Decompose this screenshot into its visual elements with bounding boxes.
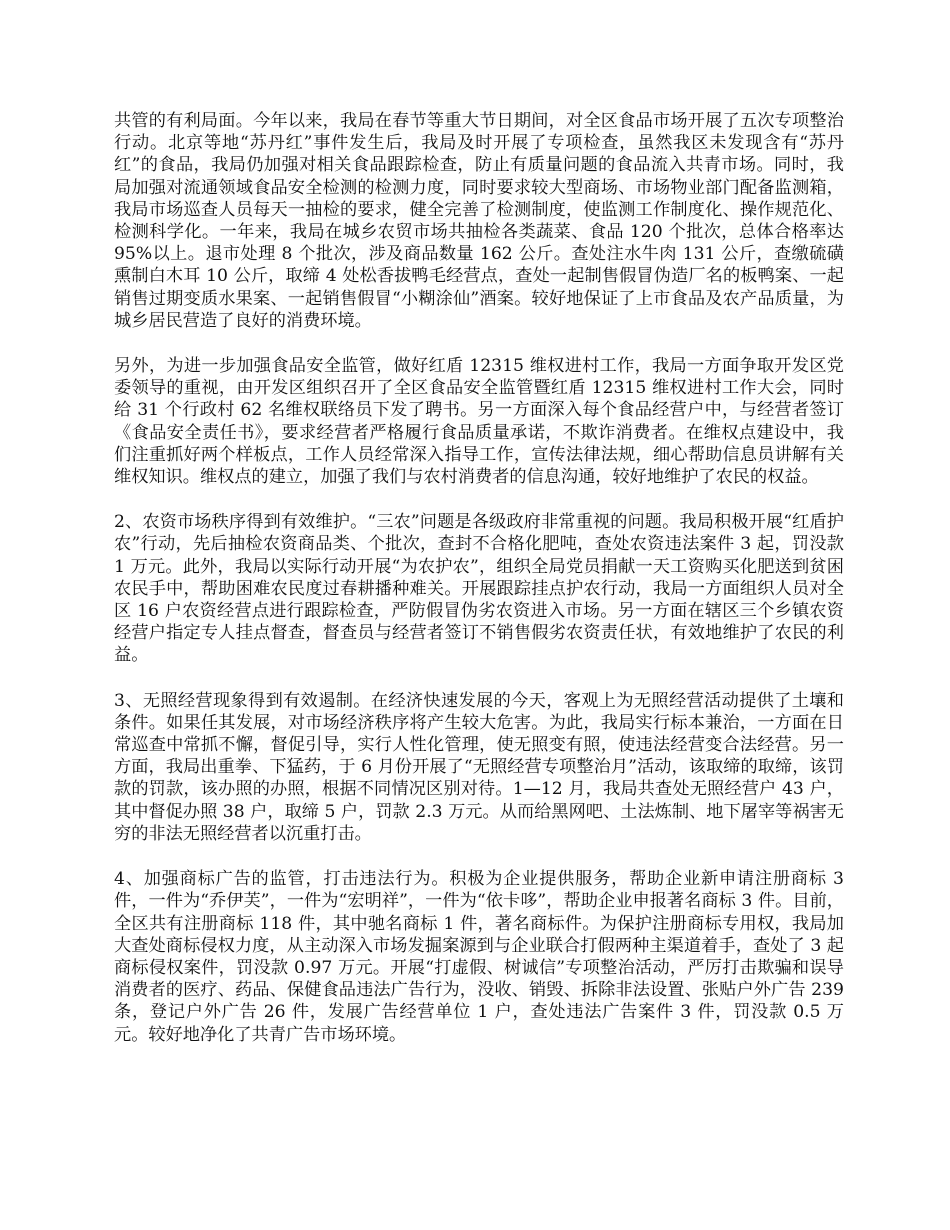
paragraph-unlicensed-business: 3、无照经营现象得到有效遏制。在经济快速发展的今天，客观上为无照经营活动提供了土壤和条件。如果任其发展，对市场经济秩序将产生较大危害。为此，我局实行标本兼治，一方面在日常巡查中常抓不懈，督促引导，实行人性化管理，使无照变有照，使违法经营变合法经营。另一方面，我局出重拳、下猛药，于 6 月份开展了“无照经营专项整治月”活动，该取缔的取缔，该罚款的罚款，该办照的办照，根据不同情况区别对待。1—12 月，我局共查处无照经营户 43 户，其中督促办照 38 户，取缔 5 户，罚款 2.3 万元。从而给黑网吧、土法炼制、地下屠宰等祸害无穷的非法无照经营者以沉重打击。 [114,690,844,844]
paragraph-trademark-advertising: 4、加强商标广告的监管，打击违法行为。积极为企业提供服务，帮助企业新申请注册商标 3 件，一件为“乔伊芙”，一件为“宏明祥”，一件为“依卡哆”，帮助企业申报著名商标 3 件。目前，全区共有注册商标 118 件，其中驰名商标 1 件，著名商标件。为保护注册商标专用权，我局加大查处商标侵权力度，从主动深入市场发掘案源到与企业联合打假两种主渠道着手，查处了 3 起商标侵权案件，罚没款 0.97 万元。开展“打虚假、树诚信”专项整治活动，严厉打击欺骗和误导消费者的医疗、药品、保健食品违法广告行为，没收、销毁、拆除非法设置、张贴户外广告 239 条，登记户外广告 26 件，发展广告经营单位 1 户，查处违法广告案件 3 件，罚没款 0.5 万元。较好地净化了共青广告市场环境。 [114,869,844,1045]
paragraph-food-safety-inspection: 共管的有利局面。今年以来，我局在春节等重大节日期间，对全区食品市场开展了五次专项整治行动。北京等地“苏丹红”事件发生后，我局及时开展了专项检查，虽然我区未发现含有“苏丹红”的食品，我局仍加强对相关食品跟踪检查，防止有质量问题的食品流入共青市场。同时，我局加强对流通领域食品安全检测的检测力度，同时要求较大型商场、市场物业部门配备监测箱，我局市场巡查人员每天一抽检的要求，健全完善了检测制度，使监测工作制度化、操作规范化、检测科学化。一年来，我局在城乡农贸市场共抽检各类蔬菜、食品 120 个批次，总体合格率达 95%以上。退市处理 8 个批次，涉及商品数量 162 公斤。查处注水牛肉 131 公斤，查缴硫磺熏制白木耳 10 公斤，取缔 4 处松香拔鸭毛经营点，查处一起制售假冒伪造厂名的板鸭案、一起销售过期变质水果案、一起销售假冒“小糊涂仙”酒案。较好地保证了上市食品及农产品质量，为城乡居民营造了良好的消费环境。 [114,111,844,331]
document-body [114,110,844,1069]
paragraph-rights-protection-villages: 另外，为进一步加强食品安全监管，做好红盾 12315 维权进村工作，我局一方面争取开发区党委领导的重视，由开发区组织召开了全区食品安全监管暨红盾 12315 维权进村工作大会，同时给 31 个行政村 62 名维权联络员下发了聘书。另一方面深入每个食品经营户中，与经营者签订《食品安全责任书》，要求经营者严格履行食品质量承诺，不欺诈消费者。在维权点建设中，我们注重抓好两个样板点，工作人员经常深入指导工作，宣传法律法规，细心帮助信息员讲解有关维权知识。维权点的建立，加强了我们与农村消费者的信息沟通，较好地维护了农民的权益。 [114,356,844,488]
paragraph-agricultural-market-order: 2、农资市场秩序得到有效维护。“三农”问题是各级政府非常重视的问题。我局积极开展“红盾护农”行动，先后抽检农资商品类、个批次，查封不合格化肥吨，查处农资违法案件 3 起，罚没款 1 万元。此外，我局以实际行动开展“为农护农”，组织全局党员捐献一天工资购买化肥送到贫困农民手中，帮助困难农民度过春耕播种难关。开展跟踪挂点护农行动，我局一方面组织人员对全区 16 户农资经营点进行跟踪检查，严防假冒伪劣农资进入市场。另一方面在辖区三个乡镇农资经营户指定专人挂点督查，督查员与经营者签订不销售假劣农资责任状，有效地维护了农民的利益。 [114,512,844,666]
